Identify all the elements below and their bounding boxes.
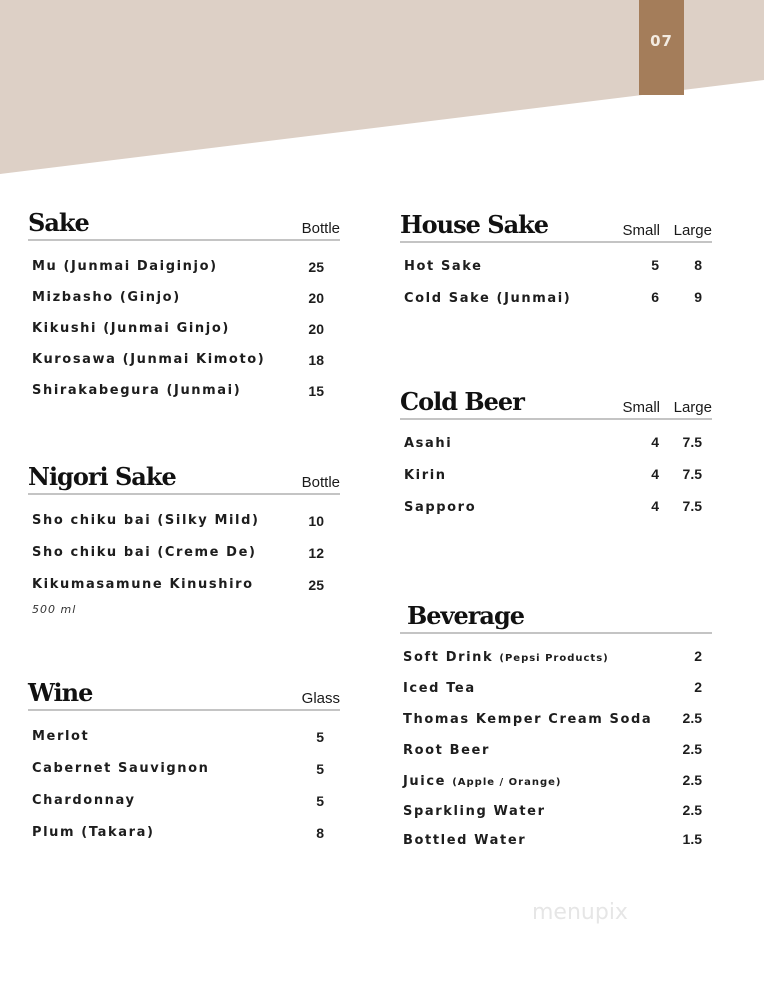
item-price: 12 xyxy=(308,545,324,561)
section-house-sake xyxy=(400,210,712,321)
item-name: Bottled Water xyxy=(403,833,527,848)
menu-item xyxy=(400,741,712,772)
menu-item xyxy=(400,434,712,466)
menu-item xyxy=(28,793,340,825)
item-note: (Pepsi Products) xyxy=(499,653,609,664)
item-name: Cold Sake (Junmai) xyxy=(404,291,572,306)
menu-item xyxy=(28,352,340,383)
item-price: 18 xyxy=(308,352,324,368)
item-name: Soft Drink (Pepsi Products) xyxy=(403,650,609,665)
item-price-small: 4 xyxy=(651,466,659,482)
column-header-bottle: Bottle xyxy=(301,220,340,237)
item-price: 2.5 xyxy=(682,741,702,757)
section-title: Sake xyxy=(28,208,89,237)
item-price: 5 xyxy=(316,793,324,809)
item-name: Mu (Junmai Daiginjo) xyxy=(32,259,218,274)
menu-item xyxy=(400,679,712,710)
column-header-large: Large xyxy=(673,399,712,416)
section-header xyxy=(400,601,712,634)
menu-item xyxy=(400,802,712,831)
section-sake xyxy=(28,208,340,414)
menu-item xyxy=(400,289,712,321)
item-name: Root Beer xyxy=(403,743,490,758)
item-price: 2 xyxy=(694,679,702,695)
menu-item xyxy=(400,831,712,861)
item-name: Sapporo xyxy=(404,500,477,515)
section-nigori-sake xyxy=(28,462,340,616)
item-name: Kikumasamune Kinushiro xyxy=(32,577,254,592)
menu-item xyxy=(400,466,712,498)
item-name: Kurosawa (Junmai Kimoto) xyxy=(32,352,266,367)
item-price: 15 xyxy=(308,383,324,399)
item-price: 1.5 xyxy=(682,831,702,847)
menu-item xyxy=(28,825,340,857)
item-price-small: 6 xyxy=(651,289,659,305)
item-name: Thomas Kemper Cream Soda xyxy=(403,712,653,727)
item-price: 2 xyxy=(694,648,702,664)
column-header-glass: Glass xyxy=(301,690,340,707)
item-volume-note: 500 ml xyxy=(32,603,77,616)
item-name: Plum (Takara) xyxy=(32,825,155,840)
section-title: Wine xyxy=(28,678,93,707)
column-header-small: Small xyxy=(622,399,660,416)
section-header xyxy=(28,678,340,711)
column-header-small: Small xyxy=(622,222,660,239)
item-price: 25 xyxy=(308,577,324,593)
item-name: Sho chiku bai (Silky Mild) xyxy=(32,513,260,528)
menu-item xyxy=(28,259,340,290)
column-header-large: Large xyxy=(673,222,712,239)
section-title: House Sake xyxy=(400,210,549,239)
menu-item xyxy=(400,648,712,679)
menu-item xyxy=(400,772,712,802)
menu-item xyxy=(400,257,712,289)
item-name: Hot Sake xyxy=(404,259,483,274)
item-name: Sho chiku bai (Creme De) xyxy=(32,545,257,560)
section-header xyxy=(28,462,340,495)
item-name: Mizbasho (Ginjo) xyxy=(32,290,181,305)
page-number-tab xyxy=(639,0,684,95)
item-name: Kikushi (Junmai Ginjo) xyxy=(32,321,230,336)
section-wine xyxy=(28,678,340,857)
item-price: 10 xyxy=(308,513,324,529)
menu-item xyxy=(28,545,340,577)
column-header-bottle: Bottle xyxy=(301,474,340,491)
item-name: Asahi xyxy=(404,436,453,451)
item-price-large: 9 xyxy=(694,289,702,305)
item-price-large: 7.5 xyxy=(682,434,702,450)
menu-item xyxy=(28,290,340,321)
section-beverage xyxy=(400,601,712,861)
menu-item xyxy=(28,513,340,545)
item-name: Juice (Apple / Orange) xyxy=(403,774,562,789)
item-price: 5 xyxy=(316,761,324,777)
item-price: 2.5 xyxy=(682,802,702,818)
item-name: Merlot xyxy=(32,729,90,744)
item-price: 20 xyxy=(308,321,324,337)
item-name: Kirin xyxy=(404,468,447,483)
item-price-large: 7.5 xyxy=(682,498,702,514)
item-price-large: 7.5 xyxy=(682,466,702,482)
menu-item xyxy=(28,729,340,761)
item-name: Chardonnay xyxy=(32,793,136,808)
item-name: Shirakabegura (Junmai) xyxy=(32,383,242,398)
page-number: 07 xyxy=(650,32,673,50)
item-price-large: 8 xyxy=(694,257,702,273)
menu-item xyxy=(28,321,340,352)
item-price-small: 5 xyxy=(651,257,659,273)
menu-item xyxy=(28,383,340,414)
menu-item xyxy=(28,761,340,793)
item-price: 2.5 xyxy=(682,710,702,726)
menu-item xyxy=(400,498,712,530)
item-price-small: 4 xyxy=(651,434,659,450)
item-price-small: 4 xyxy=(651,498,659,514)
item-note: (Apple / Orange) xyxy=(452,777,562,788)
section-title: Beverage xyxy=(407,601,525,630)
section-title: Cold Beer xyxy=(400,387,524,416)
section-cold-beer xyxy=(400,387,712,530)
section-header xyxy=(28,208,340,241)
item-price: 25 xyxy=(308,259,324,275)
watermark-logo: menupix xyxy=(532,900,628,925)
item-price: 8 xyxy=(316,825,324,841)
menu-item xyxy=(28,577,340,597)
item-price: 5 xyxy=(316,729,324,745)
item-price: 20 xyxy=(308,290,324,306)
section-header xyxy=(400,387,712,420)
menu-item xyxy=(400,710,712,741)
section-header xyxy=(400,210,712,243)
item-price: 2.5 xyxy=(682,772,702,788)
item-name: Cabernet Sauvignon xyxy=(32,761,210,776)
item-name: Iced Tea xyxy=(403,681,476,696)
section-title: Nigori Sake xyxy=(28,462,176,491)
item-name: Sparkling Water xyxy=(403,804,546,819)
